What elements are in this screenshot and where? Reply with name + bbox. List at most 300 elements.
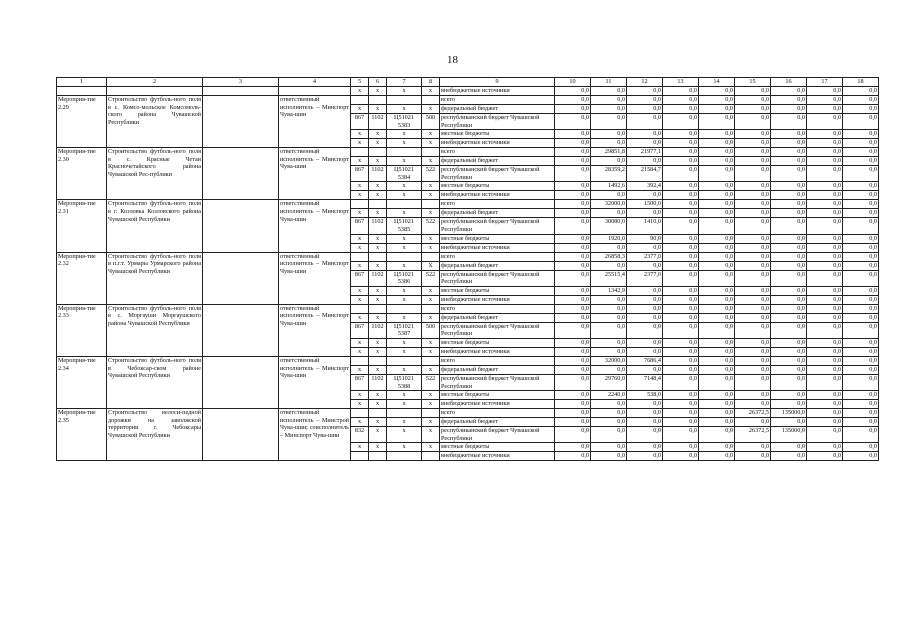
code-cell: x: [369, 427, 387, 443]
code-cell: x: [351, 391, 369, 400]
value-cell: 0,0: [807, 191, 843, 200]
code-cell: x: [422, 347, 440, 356]
code-cell: 500: [422, 114, 440, 130]
code-cell: x: [422, 157, 440, 166]
code-cell: [422, 304, 440, 313]
value-cell: 0,0: [591, 209, 627, 218]
value-cell: 0,0: [843, 409, 879, 418]
value-cell: 0,0: [807, 261, 843, 270]
executor: ответственный исполнитель – Минспорт Чува-шии: [279, 148, 351, 200]
code-cell: 1102: [369, 270, 387, 286]
value-cell: 0,0: [699, 87, 735, 96]
value-cell: 0,0: [771, 304, 807, 313]
value-cell: 0,0: [735, 295, 771, 304]
empty-cell: [203, 96, 279, 148]
value-cell: 2377,0: [627, 270, 663, 286]
value-cell: 0,0: [591, 261, 627, 270]
column-number: 8: [422, 78, 440, 87]
funding-source: местные бюджеты: [440, 234, 555, 243]
column-number: 18: [843, 78, 879, 87]
value-cell: 0,0: [591, 87, 627, 96]
value-cell: 0,0: [843, 338, 879, 347]
value-cell: 0,0: [699, 286, 735, 295]
value-cell: 0,0: [735, 243, 771, 252]
funding-source: республиканский бюджет Чувашской Республики: [440, 374, 555, 390]
value-cell: 0,0: [735, 218, 771, 234]
value-cell: 0,0: [663, 313, 699, 322]
value-cell: 0,0: [663, 182, 699, 191]
value-cell: 0,0: [807, 356, 843, 365]
value-cell: 0,0: [735, 338, 771, 347]
value-cell: 1342,9: [591, 286, 627, 295]
code-cell: x: [351, 243, 369, 252]
value-cell: 0,0: [807, 148, 843, 157]
code-cell: x: [422, 105, 440, 114]
value-cell: 0,0: [735, 356, 771, 365]
value-cell: 0,0: [627, 313, 663, 322]
value-cell: 0,0: [807, 209, 843, 218]
code-cell: x: [422, 243, 440, 252]
value-cell: 0,0: [663, 130, 699, 139]
value-cell: 392,4: [627, 182, 663, 191]
executor: ответственный исполнитель – Минспорт Чува-шии: [279, 304, 351, 356]
value-cell: 0,0: [843, 191, 879, 200]
executor: ответственный исполнитель – Минспорт Чува-шии: [279, 96, 351, 148]
value-cell: 0,0: [735, 313, 771, 322]
value-cell: 0,0: [807, 295, 843, 304]
value-cell: 0,0: [699, 400, 735, 409]
column-number: 16: [771, 78, 807, 87]
value-cell: 0,0: [771, 365, 807, 374]
value-cell: 0,0: [699, 313, 735, 322]
code-cell: 522: [422, 166, 440, 182]
table-row: [57, 96, 879, 105]
funding-source: федеральный бюджет: [440, 261, 555, 270]
funding-source: всего: [440, 304, 555, 313]
value-cell: 0,0: [843, 295, 879, 304]
value-cell: 0,0: [699, 96, 735, 105]
value-cell: 0,0: [699, 443, 735, 452]
code-cell: x: [351, 313, 369, 322]
value-cell: 0,0: [627, 295, 663, 304]
value-cell: 0,0: [807, 365, 843, 374]
funding-source: всего: [440, 252, 555, 261]
column-number: 17: [807, 78, 843, 87]
value-cell: 0,0: [807, 374, 843, 390]
value-cell: 0,0: [735, 418, 771, 427]
value-cell: 0,0: [843, 374, 879, 390]
value-cell: 0,0: [771, 261, 807, 270]
value-cell: 0,0: [771, 347, 807, 356]
funding-source: внебюджетные источники: [440, 347, 555, 356]
code-cell: x: [369, 234, 387, 243]
code-cell: 1102: [369, 374, 387, 390]
value-cell: 0,0: [843, 252, 879, 261]
executor: ответственный исполнитель – Минспорт Чува-шии: [279, 356, 351, 408]
code-cell: x: [387, 243, 422, 252]
value-cell: 0,0: [663, 304, 699, 313]
value-cell: 0,0: [843, 452, 879, 461]
code-cell: [422, 356, 440, 365]
code-cell: [369, 200, 387, 209]
code-cell: [369, 356, 387, 365]
code-cell: x: [387, 234, 422, 243]
value-cell: 0,0: [663, 261, 699, 270]
value-cell: 0,0: [663, 427, 699, 443]
code-cell: x: [369, 391, 387, 400]
code-cell: x: [351, 295, 369, 304]
value-cell: 0,0: [663, 338, 699, 347]
value-cell: 0,0: [663, 148, 699, 157]
value-cell: 0,0: [843, 96, 879, 105]
value-cell: 29851,8: [591, 148, 627, 157]
value-cell: 0,0: [735, 391, 771, 400]
value-cell: 0,0: [807, 96, 843, 105]
value-cell: 0,0: [699, 105, 735, 114]
value-cell: 0,0: [699, 252, 735, 261]
value-cell: 135000,0: [771, 427, 807, 443]
code-cell: [369, 452, 387, 461]
value-cell: 32000,0: [591, 200, 627, 209]
value-cell: 0,0: [591, 243, 627, 252]
value-cell: 0,0: [699, 261, 735, 270]
code-cell: x: [351, 443, 369, 452]
value-cell: 0,0: [807, 270, 843, 286]
value-cell: 0,0: [735, 105, 771, 114]
event-name: Строительство футболь-ного поля в Чебоксар-ском районе Чувашской Республики: [107, 356, 203, 408]
funding-source: федеральный бюджет: [440, 365, 555, 374]
value-cell: 0,0: [663, 270, 699, 286]
value-cell: 0,0: [771, 391, 807, 400]
code-cell: [387, 200, 422, 209]
code-cell: x: [387, 400, 422, 409]
code-cell: [387, 96, 422, 105]
value-cell: 0,0: [555, 157, 591, 166]
code-cell: [422, 409, 440, 418]
value-cell: 0,0: [843, 166, 879, 182]
code-cell: x: [422, 87, 440, 96]
value-cell: 0,0: [807, 427, 843, 443]
table-row: [57, 409, 879, 418]
code-cell: x: [387, 209, 422, 218]
value-cell: 0,0: [555, 400, 591, 409]
value-cell: 0,0: [699, 409, 735, 418]
value-cell: 0,0: [807, 304, 843, 313]
empty-cell: [203, 148, 279, 200]
code-cell: x: [369, 130, 387, 139]
value-cell: 0,0: [627, 96, 663, 105]
code-cell: [422, 96, 440, 105]
value-cell: 0,0: [843, 130, 879, 139]
value-cell: 0,0: [807, 139, 843, 148]
column-number: 4: [279, 78, 351, 87]
value-cell: 0,0: [771, 374, 807, 390]
empty-cell: [203, 87, 279, 96]
value-cell: 0,0: [555, 243, 591, 252]
code-cell: 867: [351, 270, 369, 286]
column-number: 5: [351, 78, 369, 87]
value-cell: 0,0: [843, 139, 879, 148]
code-cell: x: [369, 261, 387, 270]
code-cell: x: [369, 209, 387, 218]
value-cell: 0,0: [555, 130, 591, 139]
value-cell: 0,0: [807, 338, 843, 347]
event-name: Строительство велоси-педной дорожки на заволжской территории г. Чебоксары Чувашской Республики: [107, 409, 203, 461]
value-cell: 0,0: [771, 418, 807, 427]
value-cell: 0,0: [807, 452, 843, 461]
funding-source: внебюджетные источники: [440, 243, 555, 252]
code-cell: [369, 304, 387, 313]
code-cell: x: [369, 400, 387, 409]
value-cell: 0,0: [843, 243, 879, 252]
code-cell: x: [387, 347, 422, 356]
value-cell: 0,0: [843, 313, 879, 322]
code-cell: x: [351, 418, 369, 427]
value-cell: 0,0: [771, 209, 807, 218]
value-cell: 0,0: [663, 191, 699, 200]
code-cell: 1102: [369, 218, 387, 234]
value-cell: 0,0: [735, 365, 771, 374]
funding-source: всего: [440, 356, 555, 365]
value-cell: 0,0: [627, 105, 663, 114]
value-cell: 0,0: [699, 200, 735, 209]
value-cell: 0,0: [807, 218, 843, 234]
code-cell: x: [387, 87, 422, 96]
value-cell: 538,0: [627, 391, 663, 400]
value-cell: 0,0: [663, 139, 699, 148]
value-cell: 0,0: [735, 96, 771, 105]
value-cell: 0,0: [771, 218, 807, 234]
value-cell: 0,0: [627, 400, 663, 409]
code-cell: x: [351, 234, 369, 243]
value-cell: 0,0: [699, 130, 735, 139]
code-cell: [369, 409, 387, 418]
code-cell: x: [387, 261, 422, 270]
value-cell: 0,0: [843, 200, 879, 209]
code-cell: x: [369, 365, 387, 374]
empty-cell: [279, 87, 351, 96]
code-cell: [351, 252, 369, 261]
value-cell: 0,0: [663, 200, 699, 209]
code-cell: [387, 252, 422, 261]
value-cell: 28359,2: [591, 166, 627, 182]
value-cell: 0,0: [555, 182, 591, 191]
value-cell: 0,0: [627, 409, 663, 418]
code-cell: x: [351, 191, 369, 200]
funding-source: республиканский бюджет Чувашской Республики: [440, 270, 555, 286]
budget-table: [56, 77, 879, 461]
value-cell: 0,0: [663, 374, 699, 390]
value-cell: 0,0: [771, 200, 807, 209]
table-row: [57, 356, 879, 365]
value-cell: 32000,0: [591, 356, 627, 365]
code-cell: [369, 148, 387, 157]
value-cell: 0,0: [555, 114, 591, 130]
code-cell: x: [387, 157, 422, 166]
value-cell: 0,0: [663, 243, 699, 252]
value-cell: 0,0: [555, 338, 591, 347]
value-cell: 1410,0: [627, 218, 663, 234]
value-cell: 0,0: [555, 286, 591, 295]
value-cell: 0,0: [627, 452, 663, 461]
empty-cell: [203, 252, 279, 304]
value-cell: 0,0: [807, 114, 843, 130]
value-cell: 0,0: [663, 105, 699, 114]
code-cell: x: [387, 191, 422, 200]
value-cell: 29760,0: [591, 374, 627, 390]
value-cell: 0,0: [843, 443, 879, 452]
value-cell: 0,0: [735, 400, 771, 409]
value-cell: 0,0: [699, 295, 735, 304]
value-cell: 0,0: [663, 409, 699, 418]
value-cell: 0,0: [843, 427, 879, 443]
value-cell: 0,0: [807, 130, 843, 139]
value-cell: 0,0: [591, 295, 627, 304]
empty-cell: [203, 200, 279, 252]
funding-source: внебюджетные источники: [440, 139, 555, 148]
value-cell: 0,0: [771, 338, 807, 347]
code-cell: x: [369, 182, 387, 191]
event-name: Строительство футболь-ного поля в с. Моргауши Моргаушского района Чувашской Республики: [107, 304, 203, 356]
code-cell: x: [422, 400, 440, 409]
value-cell: 0,0: [663, 418, 699, 427]
value-cell: 0,0: [807, 166, 843, 182]
code-cell: x: [422, 338, 440, 347]
code-cell: x: [369, 313, 387, 322]
code-cell: 522: [422, 374, 440, 390]
page-number: 18: [447, 54, 458, 66]
value-cell: 0,0: [555, 322, 591, 338]
code-cell: x: [387, 365, 422, 374]
column-number: 9: [440, 78, 555, 87]
value-cell: 0,0: [807, 157, 843, 166]
code-cell: x: [387, 130, 422, 139]
value-cell: 0,0: [555, 200, 591, 209]
value-cell: 0,0: [807, 182, 843, 191]
funding-source: федеральный бюджет: [440, 418, 555, 427]
code-cell: x: [422, 234, 440, 243]
code-cell: x: [369, 87, 387, 96]
code-cell: x: [422, 182, 440, 191]
code-cell: 522: [422, 270, 440, 286]
code-cell: 867: [351, 322, 369, 338]
value-cell: 0,0: [663, 365, 699, 374]
value-cell: 0,0: [555, 261, 591, 270]
value-cell: 0,0: [663, 322, 699, 338]
value-cell: 1920,0: [591, 234, 627, 243]
value-cell: 0,0: [555, 313, 591, 322]
value-cell: 0,0: [555, 365, 591, 374]
funding-source: местные бюджеты: [440, 130, 555, 139]
value-cell: 0,0: [807, 243, 843, 252]
value-cell: 0,0: [627, 443, 663, 452]
value-cell: 0,0: [591, 365, 627, 374]
value-cell: 0,0: [735, 166, 771, 182]
value-cell: 0,0: [735, 87, 771, 96]
code-cell: x: [369, 295, 387, 304]
funding-source: республиканский бюджет Чувашской Республики: [440, 218, 555, 234]
value-cell: 0,0: [555, 374, 591, 390]
value-cell: 26372,5: [735, 427, 771, 443]
value-cell: 0,0: [699, 166, 735, 182]
executor: ответственный исполнитель – Минспорт Чува-шии: [279, 200, 351, 252]
value-cell: 0,0: [591, 322, 627, 338]
value-cell: 0,0: [699, 270, 735, 286]
funding-source: внебюджетные источники: [440, 87, 555, 96]
column-number: 2: [107, 78, 203, 87]
value-cell: 0,0: [735, 347, 771, 356]
funding-source: федеральный бюджет: [440, 209, 555, 218]
code-cell: x: [351, 400, 369, 409]
code-cell: x: [422, 418, 440, 427]
code-cell: x: [422, 391, 440, 400]
value-cell: 90,0: [627, 234, 663, 243]
code-cell: x: [387, 427, 422, 443]
value-cell: 0,0: [843, 400, 879, 409]
value-cell: 0,0: [843, 356, 879, 365]
value-cell: 0,0: [771, 166, 807, 182]
event-name: Строительство футболь-ного поля в с. Красные Четаи Красночетайского района Чувашской Рес-публики: [107, 148, 203, 200]
code-cell: x: [387, 105, 422, 114]
table-row: [57, 148, 879, 157]
code-cell: x: [422, 427, 440, 443]
code-cell: x: [422, 295, 440, 304]
value-cell: 0,0: [663, 114, 699, 130]
event-number: Мероприя-тие 2.30: [57, 148, 107, 200]
value-cell: 0,0: [771, 157, 807, 166]
code-cell: x: [351, 105, 369, 114]
code-cell: 867: [351, 374, 369, 390]
value-cell: 0,0: [663, 347, 699, 356]
value-cell: 26372,5: [735, 409, 771, 418]
value-cell: 0,0: [843, 304, 879, 313]
code-cell: [387, 452, 422, 461]
funding-source: внебюджетные источники: [440, 191, 555, 200]
code-cell: x: [387, 182, 422, 191]
value-cell: 0,0: [735, 157, 771, 166]
code-cell: x: [369, 191, 387, 200]
value-cell: 0,0: [771, 105, 807, 114]
code-cell: x: [422, 130, 440, 139]
value-cell: 0,0: [699, 114, 735, 130]
column-number: 13: [663, 78, 699, 87]
code-cell: [387, 356, 422, 365]
column-number: 3: [203, 78, 279, 87]
funding-source: республиканский бюджет Чувашской Республики: [440, 322, 555, 338]
value-cell: 0,0: [771, 270, 807, 286]
value-cell: 0,0: [699, 374, 735, 390]
value-cell: 0,0: [735, 270, 771, 286]
code-cell: [369, 96, 387, 105]
value-cell: 7686,4: [627, 356, 663, 365]
code-cell: [351, 148, 369, 157]
value-cell: 0,0: [555, 295, 591, 304]
empty-cell: [57, 87, 107, 96]
event-name: Строительство футболь-ного поля в г. Козловка Козловского района Чувашской Республики: [107, 200, 203, 252]
value-cell: 0,0: [843, 286, 879, 295]
value-cell: 0,0: [699, 322, 735, 338]
code-cell: [422, 252, 440, 261]
value-cell: 0,0: [699, 191, 735, 200]
value-cell: 0,0: [843, 157, 879, 166]
code-cell: x: [369, 105, 387, 114]
value-cell: 0,0: [663, 443, 699, 452]
value-cell: 0,0: [627, 365, 663, 374]
code-cell: [351, 304, 369, 313]
value-cell: 0,0: [627, 418, 663, 427]
column-number-row: [57, 78, 879, 87]
code-cell: x: [351, 130, 369, 139]
